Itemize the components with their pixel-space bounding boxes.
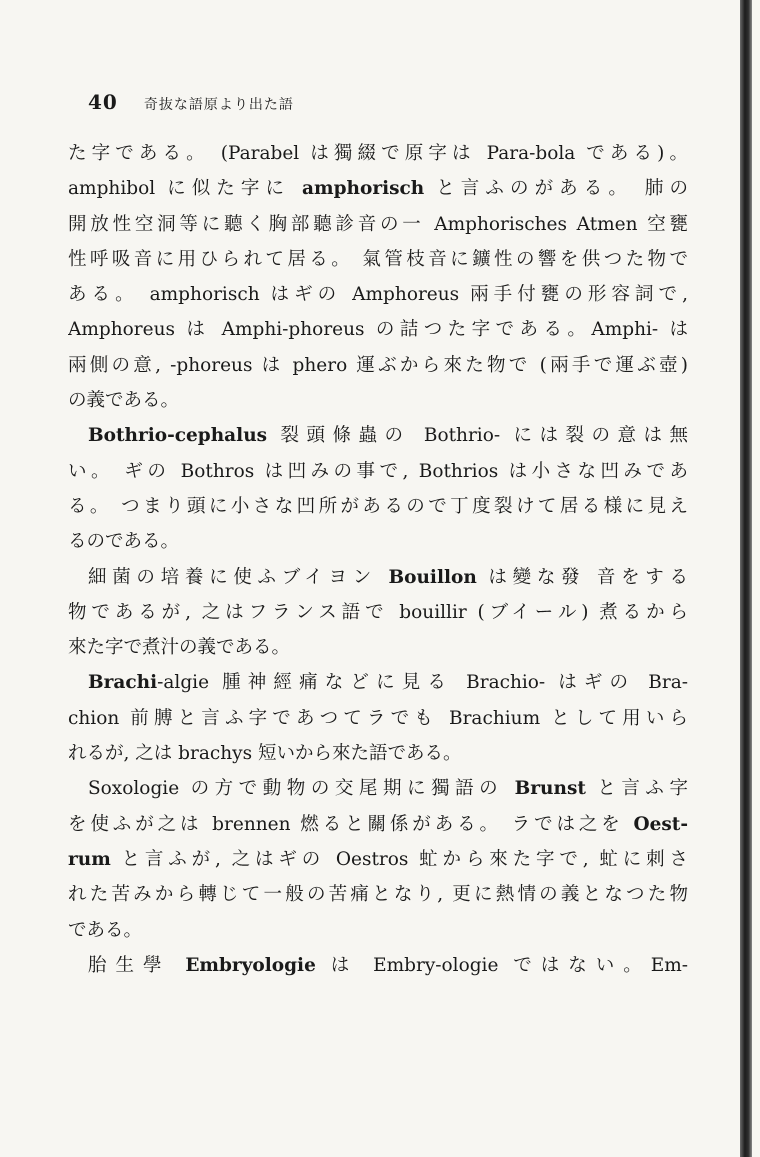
text-run: れるが, 之は brachys 短いから來た語である。: [68, 743, 462, 765]
text-line: [68, 701, 688, 736]
text-line: [68, 489, 688, 524]
text-line: [68, 136, 688, 171]
text-run: を使ふが之は brennen 燃ると關係がある。 ラでは之を: [68, 813, 634, 835]
running-head: 奇抜な語原より出た語: [143, 97, 294, 113]
text-run: である。: [68, 919, 143, 941]
body-text: [68, 136, 688, 983]
text-run: と言ふのがある。 肺の: [424, 178, 688, 200]
page-header: [88, 90, 294, 120]
text-run: 胎生學: [88, 954, 186, 976]
text-line: [68, 312, 688, 347]
text-run: は Embry-ologie ではない。Em-: [315, 954, 688, 976]
text-run: amphibol に似た字に: [68, 178, 303, 200]
text-run: は變な發 音をする: [476, 566, 688, 588]
text-run: Soxologie の方で動物の交尾期に獨語の: [88, 778, 515, 800]
text-line: [68, 948, 688, 983]
bold-term: Bouillon: [388, 566, 477, 588]
text-run: るのである。: [68, 531, 180, 553]
text-run: -algie 腫神經痛などに見る Brachio- はギの Bra-: [157, 672, 688, 694]
text-run: と言ふが, 之はギの Oestros 虻から來た字で, 虻に刺さ: [110, 848, 688, 870]
text-line: [68, 807, 688, 842]
text-line: [68, 665, 688, 700]
text-line: [68, 418, 688, 453]
text-run: と言ふ字: [585, 778, 688, 800]
text-line: [68, 877, 688, 912]
text-run: 來た字で煮汁の義である。: [68, 637, 291, 659]
text-line: [68, 736, 688, 771]
bold-term: Bothrio-cephalus: [88, 425, 268, 447]
text-run: 性呼吸音に用ひられて居る。 氣管枝音に鑛性の響を供つた物で: [68, 248, 688, 270]
text-run: の義である。: [68, 390, 180, 412]
text-run: い。 ギの Bothros は凹みの事で, Bothrios は小さな凹みであ: [68, 460, 688, 482]
text-run: た字である。 (Parabel は獨綴で原字は Para-bola である)。: [68, 143, 688, 164]
book-spine-edge: [740, 0, 752, 1157]
bold-term: Brachi: [88, 672, 158, 694]
bold-term: Embryologie: [185, 954, 316, 976]
text-run: 開放性空洞等に聽く胸部聽診音の一 Amphorisches Atmen 空甕: [68, 213, 688, 235]
bold-term: rum: [68, 848, 111, 870]
text-run: Amphoreus は Amphi-phoreus の詰つた字である。Amphi- は: [68, 319, 688, 341]
bold-term: Oest-: [633, 813, 688, 835]
text-run: chion 前膊と言ふ字であつてラでも Brachium として用いら: [68, 707, 688, 729]
text-line: [68, 207, 688, 242]
text-line: [68, 842, 688, 877]
text-line: [68, 524, 688, 559]
page-number: 40: [88, 90, 118, 114]
text-run: 物であるが, 之はフランス語で bouillir (ブイール) 煮るから: [68, 601, 688, 623]
text-line: [68, 913, 688, 948]
bold-term: Brunst: [514, 778, 586, 800]
text-run: 兩側の意, -phoreus は phero 運ぶから來た物で (兩手で運ぶ壺): [68, 354, 688, 376]
text-line: [68, 171, 688, 206]
text-line: [68, 595, 688, 630]
text-line: [68, 383, 688, 418]
text-run: る。 つまり頭に小さな凹所があるので丁度裂けて居る様に見え: [68, 495, 688, 517]
text-line: [68, 348, 688, 383]
text-line: [68, 242, 688, 277]
text-run: 裂頭條蟲の Bothrio- には裂の意は無: [267, 425, 688, 447]
text-line: [68, 630, 688, 665]
text-run: 細菌の培養に使ふブイヨン: [88, 566, 389, 588]
text-run: れた苦みから轉じて一般の苦痛となり, 更に熱情の義となつた物: [68, 884, 688, 906]
text-run: ある。 amphorisch はギの Amphoreus 兩手付甕の形容詞で,: [68, 284, 688, 306]
text-line: [68, 560, 688, 595]
bold-term: amphorisch: [302, 178, 425, 200]
text-line: [68, 454, 688, 489]
text-line: [68, 277, 688, 312]
text-line: [68, 771, 688, 806]
